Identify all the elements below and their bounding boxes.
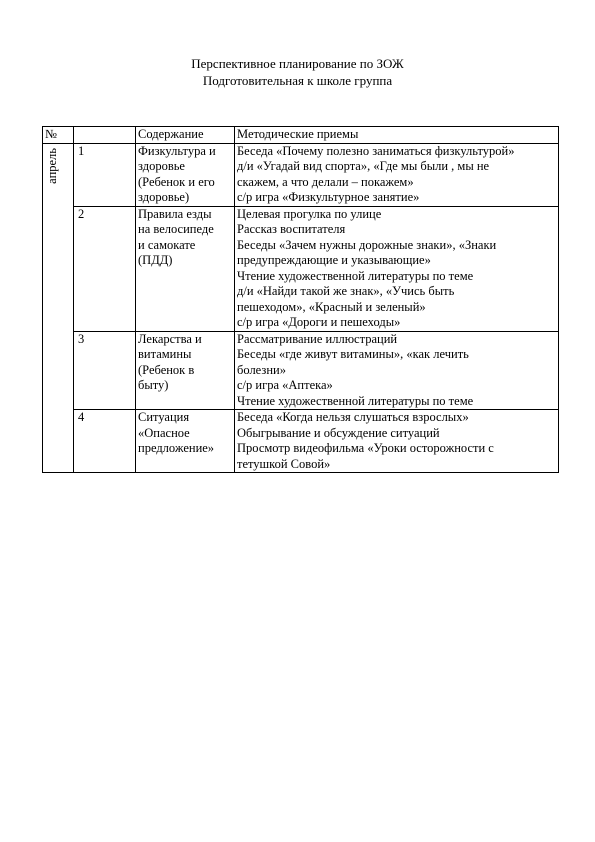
content-line: Физкультура и bbox=[138, 143, 216, 158]
content-line: (Ребенок и его bbox=[138, 174, 215, 189]
methods-line: Рассказ воспитателя bbox=[237, 222, 346, 236]
methods-line: с/р игра «Аптека» bbox=[237, 378, 333, 392]
methods-line: предупреждающие и указывающие» bbox=[237, 253, 431, 267]
content-line: здоровье bbox=[138, 159, 185, 173]
methods-line: пешеходом», «Красный и зеленый» bbox=[237, 299, 426, 314]
row-content bbox=[136, 206, 235, 331]
month-cell bbox=[43, 143, 74, 473]
row-number: 3 bbox=[74, 331, 136, 410]
content-line: и самокате bbox=[138, 237, 196, 252]
methods-line: Беседа «Почему полезно заниматься физкультурой» bbox=[237, 143, 515, 158]
table-row bbox=[43, 206, 559, 331]
row-number: 4 bbox=[74, 410, 136, 473]
methods-line: скажем, а что делали – покажем» bbox=[237, 174, 414, 189]
content-line: Лекарства и bbox=[138, 331, 202, 346]
methods-line: с/р игра «Дороги и пешеходы» bbox=[237, 315, 401, 329]
header-number-blank bbox=[74, 127, 136, 144]
methods-line: Чтение художественной литературы по теме bbox=[237, 393, 474, 408]
content-line: Ситуация bbox=[138, 410, 190, 424]
row-methods bbox=[235, 206, 559, 331]
content-line: (Ребенок в bbox=[138, 362, 195, 377]
methods-line: Обыгрывание и обсуждение ситуаций bbox=[237, 425, 440, 440]
methods-line: Чтение художественной литературы по теме bbox=[237, 268, 474, 283]
table-row bbox=[43, 410, 559, 473]
content-line: Правила езды bbox=[138, 206, 212, 221]
title-line-2: Подготовительная к школе группа bbox=[202, 73, 393, 88]
header-number: № bbox=[43, 127, 74, 144]
content-line: быту) bbox=[138, 378, 169, 392]
methods-line: Просмотр видеофильма «Уроки осторожности с bbox=[237, 441, 494, 455]
methods-line: Беседы «Зачем нужны дорожные знаки», «Знаки bbox=[237, 237, 497, 252]
row-content bbox=[136, 331, 235, 410]
header-content: Содержание bbox=[136, 127, 235, 144]
table-row bbox=[43, 331, 559, 410]
row-content bbox=[136, 410, 235, 473]
planning-table bbox=[42, 126, 559, 473]
methods-line: Беседы «где живут витамины», «как лечить bbox=[237, 347, 469, 361]
table-row bbox=[43, 143, 559, 206]
row-content bbox=[136, 143, 235, 206]
methods-line: с/р игра «Физкультурное занятие» bbox=[237, 190, 420, 204]
methods-line: д/и «Найди такой же знак», «Учись быть bbox=[237, 284, 455, 298]
row-number: 1 bbox=[74, 143, 136, 206]
methods-line: болезни» bbox=[237, 362, 286, 377]
table-header-row bbox=[43, 127, 559, 144]
row-methods bbox=[235, 331, 559, 410]
content-line: здоровье) bbox=[138, 190, 190, 204]
month-label: апрель bbox=[45, 147, 59, 184]
row-methods bbox=[235, 143, 559, 206]
methods-line: тетушкой Совой» bbox=[237, 456, 331, 471]
content-line: витамины bbox=[138, 347, 192, 361]
content-line: на велосипеде bbox=[138, 222, 214, 236]
content-line: «Опасное bbox=[138, 425, 190, 440]
methods-line: Целевая прогулка по улице bbox=[237, 206, 382, 221]
methods-line: Рассматривание иллюстраций bbox=[237, 331, 398, 346]
methods-line: Беседа «Когда нельзя слушаться взрослых» bbox=[237, 410, 469, 424]
methods-line: д/и «Угадай вид спорта», «Где мы были , мы не bbox=[237, 159, 490, 173]
header-methods: Методические приемы bbox=[235, 127, 559, 144]
content-line: (ПДД) bbox=[138, 253, 173, 267]
row-methods bbox=[235, 410, 559, 473]
title-line-1: Перспективное планирование по ЗОЖ bbox=[191, 56, 404, 71]
document-title bbox=[0, 55, 595, 89]
row-number: 2 bbox=[74, 206, 136, 331]
content-line: предложение» bbox=[138, 441, 215, 455]
